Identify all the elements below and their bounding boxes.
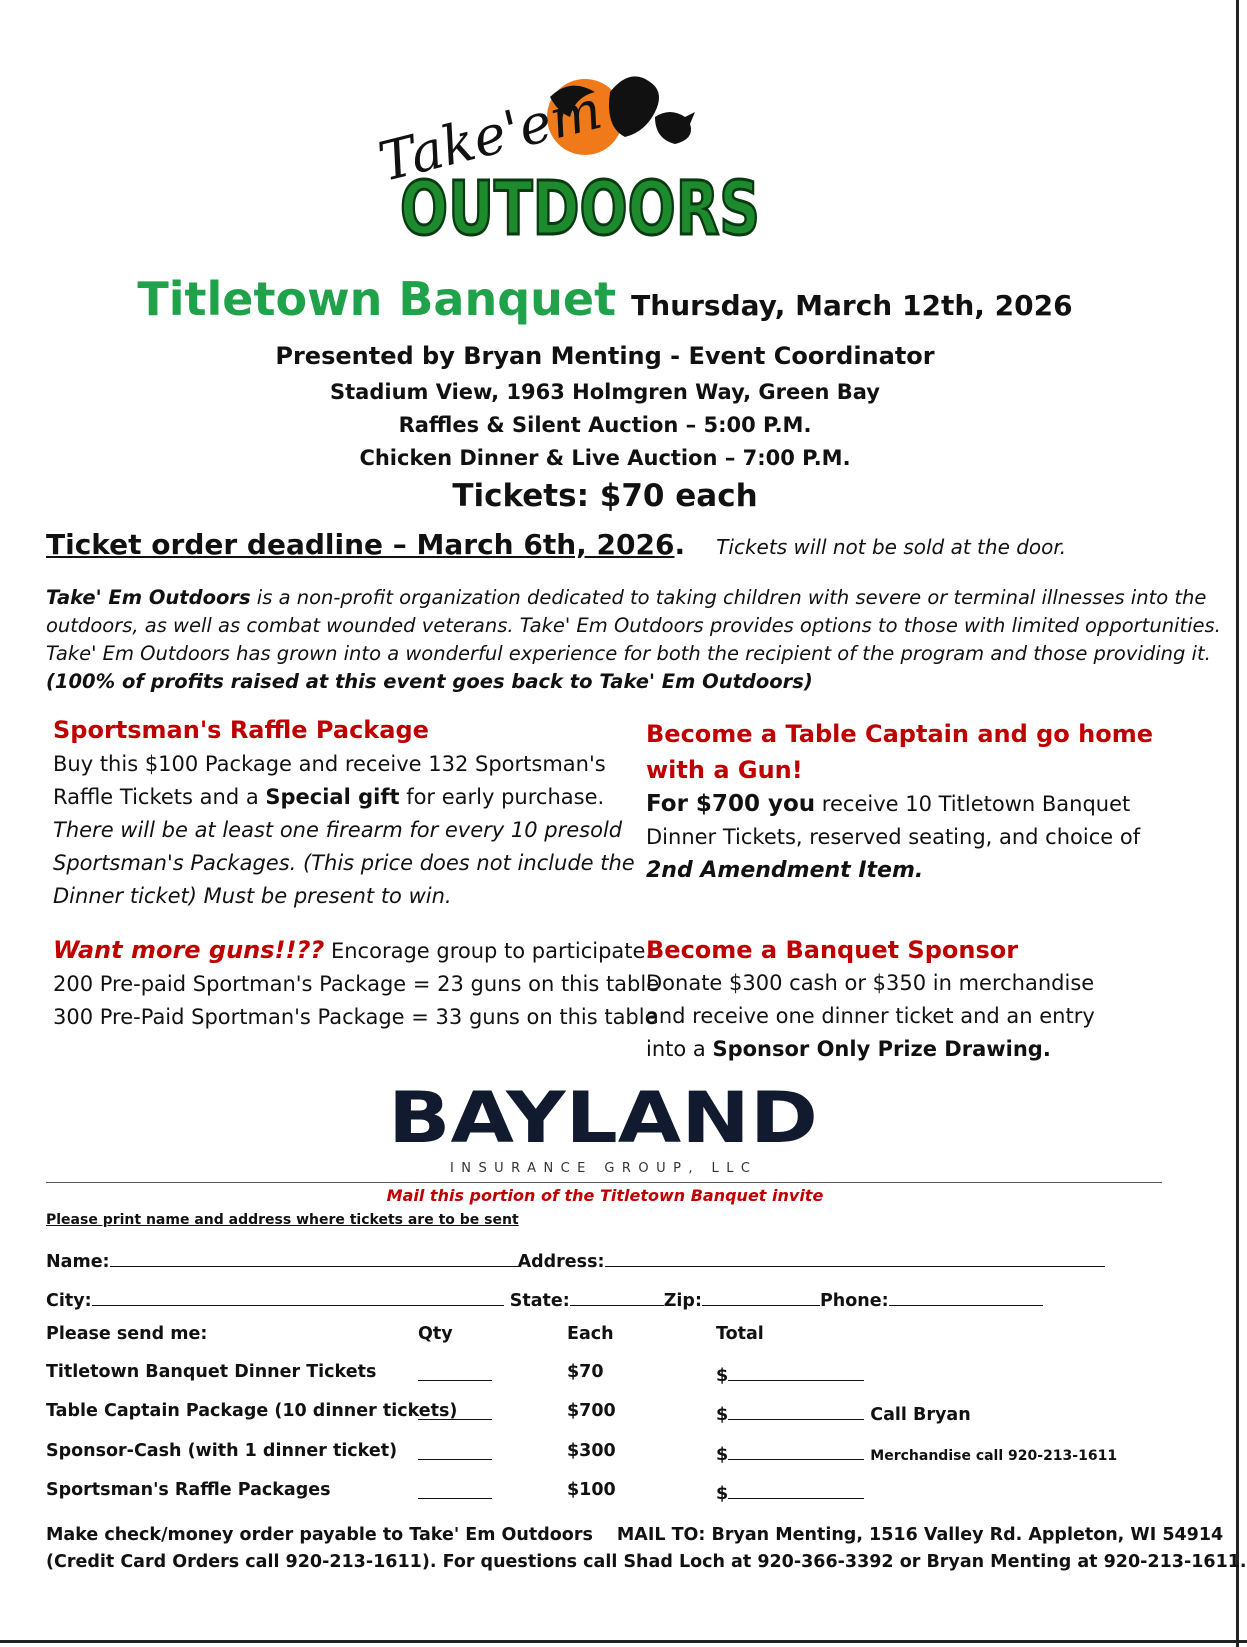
page-title: Titletown Banquet [137, 272, 617, 326]
name-field[interactable] [110, 1248, 518, 1267]
order-row-label: Table Captain Package (10 dinner tickets) [46, 1401, 458, 1421]
bayland-logo [388, 1077, 828, 1182]
guns-heading: Want more guns!!?? [53, 936, 325, 964]
order-row-label: Titletown Banquet Dinner Tickets [46, 1362, 377, 1382]
sponsor-heading: Become a Banquet Sponsor [646, 936, 1019, 964]
order-row-price: $300 [567, 1441, 616, 1461]
zip-field[interactable] [702, 1287, 820, 1306]
qty-header: Qty [418, 1324, 453, 1344]
city-label: City: [46, 1291, 92, 1311]
intro-paragraph [46, 584, 1226, 696]
raffle-line-3: There will be at least one firearm for every 10 presold [53, 818, 623, 842]
raffles-time: Raffles & Silent Auction – 5:00 P.M. [398, 413, 812, 437]
ticket-price: Tickets: $70 each [452, 478, 758, 514]
more-guns [53, 934, 659, 1034]
total-header: Total [716, 1324, 764, 1344]
order-deadline: Ticket order deadline – March 6th, 2026 [46, 528, 675, 561]
order-row-label: Sportsman's Raffle Packages [46, 1480, 331, 1500]
banquet-sponsor [646, 934, 1095, 1066]
bayland-subtitle: INSURANCE GROUP, LLC [450, 1161, 750, 1176]
intro-line-1 [46, 584, 1226, 612]
captain-price: For $700 you [646, 791, 816, 817]
bird-silhouette [655, 112, 695, 144]
total-field[interactable] [728, 1480, 864, 1499]
logo-line2: OUTDOORS [400, 166, 760, 252]
sponsor-line-2: and receive one dinner ticket and an entry [646, 1004, 1095, 1028]
raffle-line-2 [53, 781, 635, 814]
page-border-right [1236, 0, 1239, 1647]
mail-portion-note: Mail this portion of the Titletown Banquet invite [386, 1186, 824, 1205]
captain-line-3: 2nd Amendment Item. [646, 858, 924, 883]
currency-sign: $ [716, 1405, 729, 1425]
mail-to: MAIL TO: Bryan Menting, 1516 Valley Rd. Appleton, WI 54914 [616, 1525, 1224, 1545]
raffle-line-2c: for early purchase. [399, 785, 605, 809]
raffle-line-5: Dinner ticket) Must be present to win. [53, 884, 452, 908]
sponsor-prize: Sponsor Only Prize Drawing. [712, 1037, 1051, 1061]
zip-label: Zip: [663, 1291, 702, 1311]
raffle-line-2a: Raffle Tickets and a [53, 785, 266, 809]
payable-to: Make check/money order payable to Take' Em Outdoors [46, 1525, 593, 1545]
footer [46, 1522, 1247, 1576]
qty-field[interactable] [418, 1441, 492, 1460]
name-row [46, 1248, 1105, 1272]
order-row-total [716, 1480, 864, 1504]
currency-sign: $ [716, 1366, 729, 1386]
no-door-sales: Tickets will not be sold at the door. [716, 535, 1067, 559]
name-label: Name: [46, 1252, 110, 1272]
order-row-total [716, 1362, 864, 1386]
total-field[interactable] [728, 1401, 864, 1420]
intro-line-4: (100% of profits raised at this event goes back to Take' Em Outdoors) [46, 670, 813, 693]
guns-line-1: 200 Pre-paid Sportman's Package = 23 guns on this table [53, 972, 660, 996]
captain-line-1 [646, 788, 1153, 821]
intro-line-1-text: is a non-profit organization dedicated to taking children with severe or terminal illnesses into the [250, 586, 1207, 609]
address-label: Address: [517, 1252, 605, 1272]
title-row [0, 272, 1210, 326]
order-row-qty [418, 1441, 492, 1465]
presented-by: Presented by Bryan Menting - Event Coordinator [275, 342, 935, 370]
call-bryan-note: Call Bryan [870, 1405, 971, 1425]
order-row-price: $70 [567, 1362, 604, 1382]
raffle-heading: Sportsman's Raffle Package [53, 716, 429, 744]
state-label: State: [509, 1291, 570, 1311]
state-field[interactable] [570, 1287, 664, 1306]
deadline-period: . [674, 528, 686, 561]
intro-line-3: Take' Em Outdoors has grown into a wonderful experience for both the recipient of the program and those providing it. [46, 642, 1211, 665]
intro-line-2: outdoors, as well as combat wounded veterans. Take' Em Outdoors provides options to those with limited opportunities. [46, 614, 1221, 637]
guns-heading-rest: Encorage group to participate. [324, 939, 653, 963]
raffle-package [53, 716, 635, 913]
phone-field[interactable] [889, 1287, 1043, 1306]
order-row-label: Sponsor-Cash (with 1 dinner ticket) [46, 1441, 398, 1461]
captain-heading-2: with a Gun! [646, 756, 803, 784]
order-row-price: $100 [567, 1480, 616, 1500]
bayland-name: BAYLAND [388, 1077, 818, 1159]
deadline-row [46, 528, 1066, 561]
footer-line-2: (Credit Card Orders call 920-213-1611). For questions call Shad Loch at 920-366-3392 or Bryan Menting at 920-213-1611. [46, 1552, 1247, 1572]
order-row-total [716, 1441, 1117, 1465]
order-row-price: $700 [567, 1401, 616, 1421]
send-me-label: Please send me: [46, 1324, 208, 1344]
qty-field[interactable] [418, 1480, 492, 1499]
merchandise-note: Merchandise call 920-213-1611 [870, 1448, 1118, 1464]
org-name: Take' Em Outdoors [46, 586, 251, 609]
table-captain [646, 716, 1153, 887]
total-field[interactable] [728, 1362, 864, 1381]
captain-heading-1: Become a Table Captain and go home [646, 720, 1154, 748]
each-header: Each [567, 1324, 614, 1344]
logo-line1: Take'em [372, 77, 608, 194]
qty-field[interactable] [418, 1362, 492, 1381]
sponsor-line-1: Donate $300 cash or $350 in merchandise [646, 971, 1095, 995]
footer-line-1 [46, 1522, 1247, 1549]
order-row-qty [418, 1362, 492, 1386]
currency-sign: $ [716, 1445, 729, 1465]
sponsor-line-3a: into a [646, 1037, 713, 1061]
total-field[interactable] [728, 1441, 864, 1460]
raffle-line-4: Sportsman's Packages. (This price does not include the [53, 851, 635, 875]
captain-line-2: Dinner Tickets, reserved seating, and choice of [646, 825, 1141, 849]
city-field[interactable] [92, 1287, 504, 1306]
special-gift: Special gift [265, 785, 400, 809]
phone-label: Phone: [819, 1291, 889, 1311]
take-em-outdoors-logo [372, 62, 800, 262]
currency-sign: $ [716, 1484, 729, 1504]
order-row-qty [418, 1401, 492, 1425]
venue: Stadium View, 1963 Holmgren Way, Green Bay [330, 380, 880, 404]
address-field[interactable] [605, 1248, 1105, 1267]
qty-field[interactable] [418, 1401, 492, 1420]
guns-line-2: 300 Pre-Paid Sportman's Package = 33 guns on this table [53, 1005, 658, 1029]
captain-line-1b: receive 10 Titletown Banquet [815, 792, 1131, 816]
event-date: Thursday, March 12th, 2026 [631, 289, 1073, 322]
print-instruction: Please print name and address where tickets are to be sent [46, 1212, 519, 1228]
turkey-silhouette [609, 76, 659, 137]
raffle-line-1: Buy this $100 Package and receive 132 Sportsman's [53, 752, 606, 776]
order-row-qty [418, 1480, 492, 1504]
page-border-bottom [0, 1640, 1247, 1643]
dinner-time: Chicken Dinner & Live Auction – 7:00 P.M. [359, 446, 851, 470]
cut-line [46, 1182, 1162, 1183]
sponsor-line-3 [646, 1033, 1095, 1066]
city-row [46, 1287, 1043, 1311]
order-row-total [716, 1401, 971, 1425]
guns-heading-row [53, 934, 659, 968]
